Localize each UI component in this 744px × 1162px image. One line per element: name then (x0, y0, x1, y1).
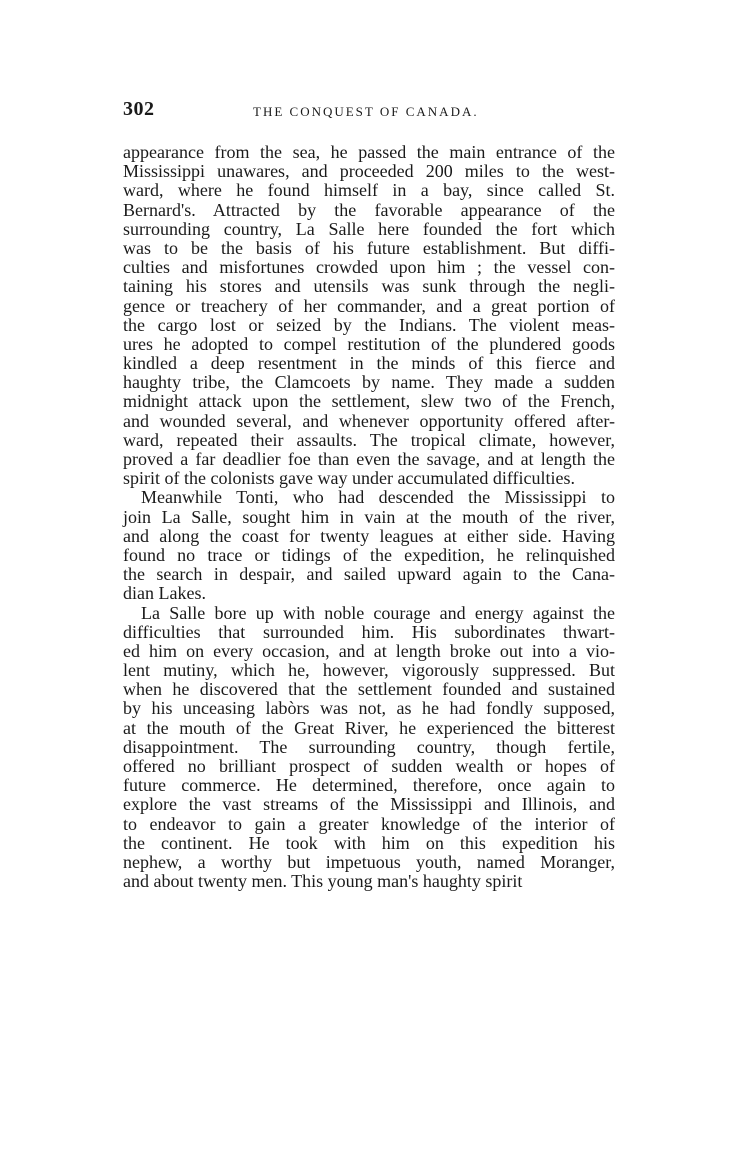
text-line: appearance from the sea, he passed the main entrance of the (123, 142, 615, 162)
text-line: taining his stores and utensils was sunk through the negli- (123, 276, 615, 297)
text-line: lent mutiny, which he, however, vigorously suppressed. But (123, 660, 615, 681)
text-line: future commerce. He determined, therefore, once again to (123, 775, 615, 796)
text-line: dian Lakes. (123, 583, 206, 604)
body-text (123, 143, 615, 891)
text-line: by his unceasing labòrs was not, as he had fondly supposed, (123, 698, 615, 719)
running-title: THE CONQUEST OF CANADA. (253, 104, 479, 119)
text-line: at the mouth of the Great River, he experienced the bitterest (123, 717, 615, 738)
text-line: kindled a deep resentment in the minds of this fierce and (123, 353, 615, 374)
text-line: Meanwhile Tonti, who had descended the Mississippi to (141, 487, 615, 508)
text-line: and about twenty men. This young man's haughty spirit (123, 871, 523, 892)
text-line: disappointment. The surrounding country, though fertile, (123, 736, 615, 757)
text-line: and wounded several, and whenever opportunity offered after- (123, 410, 615, 431)
text-line: found no trace or tidings of the expedition, he relinquished (123, 544, 615, 565)
text-line: La Salle bore up with noble courage and energy against the (141, 602, 615, 623)
text-line: proved a far deadlier foe than even the savage, and at length the (123, 449, 615, 469)
text-line: the search in despair, and sailed upward again to the Cana- (123, 564, 615, 585)
text-line: the cargo lost or seized by the Indians. The violent meas- (123, 314, 615, 335)
text-line: when he discovered that the settlement founded and sustained (123, 679, 615, 700)
text-line: nephew, a worthy but impetuous youth, named Moranger, (123, 851, 615, 872)
page-number: 302 (123, 98, 155, 120)
text-line: gence or treachery of her commander, and a great portion of (123, 295, 615, 316)
text-line: to endeavor to gain a greater knowledge of the interior of (123, 813, 615, 834)
text-line: surrounding country, La Salle here founded the fort which (123, 218, 615, 239)
text-line: midnight attack upon the settlement, slew two of the French, (123, 391, 615, 412)
text-line: was to be the basis of his future establishment. But diffi- (123, 237, 615, 258)
text-line: ward, where he found himself in a bay, since called St. (123, 180, 615, 201)
page-header (123, 98, 623, 124)
text-line: culties and misfortunes crowded upon him ; the vessel con- (123, 257, 615, 278)
text-line: join La Salle, sought him in vain at the mouth of the river, (123, 506, 615, 527)
text-line: explore the vast streams of the Mississippi and Illinois, and (123, 794, 615, 815)
text-line: ward, repeated their assaults. The tropical climate, however, (123, 429, 615, 450)
text-line: haughty tribe, the Clamcoets by name. They made a sudden (123, 372, 615, 393)
text-line: Bernard's. Attracted by the favorable appearance of the (123, 199, 615, 220)
text-line: ed him on every occasion, and at length broke out into a vio- (123, 640, 615, 661)
text-line: Mississippi unawares, and proceeded 200 miles to the west- (123, 161, 615, 182)
text-line: spirit of the colonists gave way under accumulated difficulties. (123, 468, 576, 489)
paragraph (123, 143, 615, 488)
text-line: and along the coast for twenty leagues at either side. Having (123, 525, 615, 546)
text-line: difficulties that surrounded him. His subordinates thwart- (123, 621, 615, 642)
paragraph (123, 488, 615, 603)
text-line: offered no brilliant prospect of sudden wealth or hopes of (123, 756, 615, 776)
text-line: ures he adopted to compel restitution of the plundered goods (123, 333, 615, 354)
paragraph (123, 604, 615, 892)
text-line: the continent. He took with him on this expedition his (123, 832, 615, 853)
